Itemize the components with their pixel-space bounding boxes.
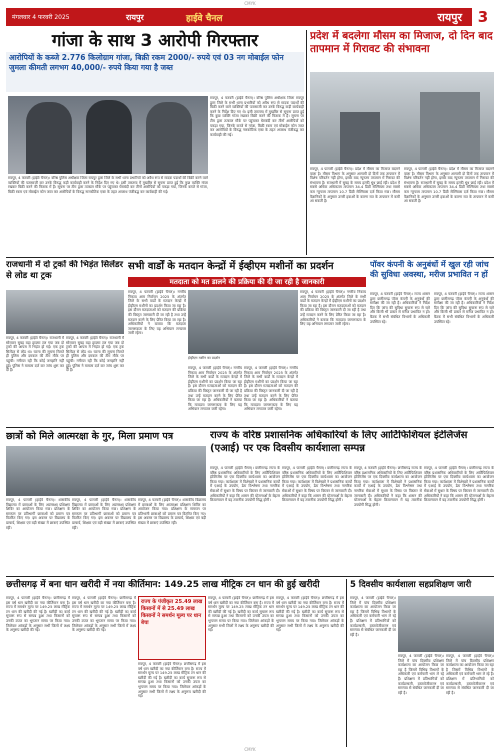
workshop-photo xyxy=(398,596,494,652)
evm-body-center-2: रायपुर, 4 फरवरी (हाईवे चैनल)। नगरीय निकाय आम निर्वाचन 2025 के अंतर्गत जिले के सभी वार्डों के मतदान केन्द्रों में ईव्हीएम मशीनों का प्रदर्शन किया जा रहा है। इस दौरान मतदाताओं को मतदान की प्रक्रिया की विस्तृत जानकारी दी जा रही है तथा उन्हें मतदान करने के लिए प्रेरित किया जा रहा है। अधिकारियों ने बताया कि मतदाता जागरूकता के लिए यह अभियान लगातार जारी रहेगा। xyxy=(244,366,298,412)
section-rule-1 xyxy=(6,257,494,258)
workshop-body-3: रायपुर, 4 फरवरी (हाईवे चैनल)। जिले में पांच दिवसीय प्रशिक्षण कार्यशाला का आयोजन किया जा रहा है जिसमें विभिन्न विभागों के अधिकारी एवं कर्मचारी भाग ले रहे हैं। प्रशिक्षण में प्रतिभागियों को कार्यप्रणाली, दस्तावेजीकरण एवं समन्वय से संबंधित जानकारी दी जा रही है। xyxy=(446,654,494,695)
power-body-right: रायपुर, 4 फरवरी (हाईवे चैनल)। राज्य शासन द्वारा छत्तीसगढ़ पॉवर कंपनी के अनुबंधों की समीक्षा की जा रही है। अधिकारियों ने निर्देश दिए कि जांच की सुविधा सुचारू रूप से चले और किसी भी प्रकार से मरीज प्रभावित न हों। बैठक में सभी संबंधित विभागों के अधिकारी उपस्थित रहे। xyxy=(434,292,494,324)
tree-shape xyxy=(420,92,480,164)
evm-band: मतदाता को मत डालने की प्रक्रिया की दी जा रही है जानकारी xyxy=(128,277,366,287)
paddy-body-4: रायपुर, 4 फरवरी (हाईवे चैनल)। छत्तीसगढ़ में इस वर्ष धान खरीदी का नया कीर्तिमान बना है। राज्य में समर्थन मूल्य पर 149.25 लाख मीट्रिक टन धान की खरीदी की गई है। खरीदी का कार्य सुचारू रूप से सम्पन्न हुआ तथा किसानों को उनकी उपज का भुगतान समय पर किया गया। जिलेवार आंकड़ों के अनुसार सभी जिलों में लक्ष्य के अनुरूप खरीदी की गई। xyxy=(208,596,274,633)
ganja-photo xyxy=(8,96,208,174)
masthead-city-right: रायपुर xyxy=(437,10,462,24)
selfdefence-headline: छात्रों को मिले आत्मरक्षा के गुर, मिला प्रमाण पत्र xyxy=(6,431,174,442)
selfdefence-body-1: रायपुर, 4 फरवरी (हाईवे चैनल)। शासकीय विद्यालय में छात्राओं के लिए आत्मरक्षा प्रशिक्षण शिविर का आयोजन किया गया। प्रशिक्षण के समापन पर प्रतिभागी छात्राओं को प्रमाण पत्र वितरित किए गए। इस अवसर पर विद्यालय के प्राचार्य, शिक्षक एवं बड़ी संख्या में छात्राएं उपस्थित रहीं। xyxy=(6,498,70,530)
column-rule-bottom xyxy=(346,579,347,747)
evm-body-right: रायपुर, 4 फरवरी (हाईवे चैनल)। नगरीय निकाय आम निर्वाचन 2025 के अंतर्गत जिले के सभी वार्डों के मतदान केन्द्रों में ईव्हीएम मशीनों का प्रदर्शन किया जा रहा है। इस दौरान मतदाताओं को मतदान की प्रक्रिया की विस्तृत जानकारी दी जा रही है तथा उन्हें मतदान करने के लिए प्रेरित किया जा रहा है। अधिकारियों ने बताया कि मतदाता जागरूकता के लिए यह अभियान लगातार जारी रहेगा। xyxy=(300,290,366,327)
paddy-body-5: रायपुर, 4 फरवरी (हाईवे चैनल)। छत्तीसगढ़ में इस वर्ष धान खरीदी का नया कीर्तिमान बना है। राज्य में समर्थन मूल्य पर 149.25 लाख मीट्रिक टन धान की खरीदी की गई है। खरीदी का कार्य सुचारू रूप से सम्पन्न हुआ तथा किसानों को उनकी उपज का भुगतान समय पर किया गया। जिलेवार आंकड़ों के अनुसार सभी जिलों में लक्ष्य के अनुरूप खरीदी की गई। xyxy=(276,596,344,633)
ai-body-2: रायपुर, 4 फरवरी (हाईवे चैनल)। छत्तीसगढ़ राज्य के वरिष्ठ प्रशासनिक अधिकारियों के लिए आर्टिफिशियल इंटेलिजेंस पर एक दिवसीय कार्यशाला का आयोजन किया गया। कार्यशाला में विशेषज्ञों ने प्रशासनिक कार्यों में एआई के उपयोग, डेटा विश्लेषण तथा नागरिक सेवाओं में सुधार के विषय पर विस्तार से जानकारी दी। अधिकारियों ने कहा कि शासन की योजनाओं के बेहतर क्रियान्वयन में यह तकनीक उपयोगी सिद्ध होगी। xyxy=(282,466,352,503)
paddy-body-3: रायपुर, 4 फरवरी (हाईवे चैनल)। छत्तीसगढ़ में इस वर्ष धान खरीदी का नया कीर्तिमान बना है। राज्य में समर्थन मूल्य पर 149.25 लाख मीट्रिक टन धान की खरीदी की गई है। खरीदी का कार्य सुचारू रूप से सम्पन्न हुआ तथा किसानों को उनकी उपज का भुगतान समय पर किया गया। जिलेवार आंकड़ों के अनुसार सभी जिलों में लक्ष्य के अनुरूप खरीदी की गई। xyxy=(138,662,206,699)
ganja-body-right: रायपुर, 4 फरवरी (हाईवे चैनल)। वरिष्ठ पुलिस अधीक्षक जिला रायपुर द्वारा जिले के सभी थाना प्रभारियों को अवैध रूप से मादक पदार्थों की बिक्री करने वाले व्यक्तियों की पतासाजी कर उनके विरुद्ध कड़ी कार्यवाही करने के निर्देश दिए गए थे। इसी तारतम्य में मुखबिर से सूचना प्राप्त हुई कि कुछ व्यक्ति गांजा रखकर बिक्री करने की फिराक में हैं। सूचना पर टीम द्वारा तत्काल मौके पर पहुंचकर घेराबंदी कर तीनों आरोपियों को पकड़ा गया, जिनके कब्जे से गांजा, बिक्री रकम एवं मोबाईल फोन जब्त कर आरोपियों के विरुद्ध नारकोटिक एक्ट के तहत अपराध पंजीबद्ध कर कार्यवाही की गई। xyxy=(210,96,304,137)
pedestrian-figure xyxy=(340,112,380,164)
cmyk-mark-top: CMYK xyxy=(244,1,256,6)
trucks-body-left: रायपुर, 4 फरवरी (हाईवे चैनल)। राजधानी में सोमवार सुबह बड़ा हादसा टल गया जब दो ट्रकों की आपस में भिड़ंत हो गई। एक ट्रक सिलेंडर से लोड था। घटना की सूचना मिलते ही पुलिस और दमकल की टीम मौके पर पहुंची। गनीमत रही कि कोई जनहानि नहीं हुई। पुलिस ने मामला दर्ज कर जांच शुरू कर दी है। xyxy=(6,336,64,373)
masthead-city: रायपुर xyxy=(126,12,144,22)
paddy-body-2: रायपुर, 4 फरवरी (हाईवे चैनल)। छत्तीसगढ़ में इस वर्ष धान खरीदी का नया कीर्तिमान बना है। राज्य में समर्थन मूल्य पर 149.25 लाख मीट्रिक टन धान की खरीदी की गई है। खरीदी का कार्य सुचारू रूप से सम्पन्न हुआ तथा किसानों को उनकी उपज का भुगतान समय पर किया गया। जिलेवार आंकड़ों के अनुसार सभी जिलों में लक्ष्य के अनुरूप खरीदी की गई। xyxy=(72,596,136,633)
ganja-headline: गांजा के साथ 3 आरोपी गिरफ्तार xyxy=(51,31,259,51)
evm-body-left: रायपुर, 4 फरवरी (हाईवे चैनल)। नगरीय निकाय आम निर्वाचन 2025 के अंतर्गत जिले के सभी वार्डों के मतदान केन्द्रों में ईव्हीएम मशीनों का प्रदर्शन किया जा रहा है। इस दौरान मतदाताओं को मतदान की प्रक्रिया की विस्तृत जानकारी दी जा रही है तथा उन्हें मतदान करने के लिए प्रेरित किया जा रहा है। अधिकारियों ने बताया कि मतदाता जागरूकता के लिए यह अभियान लगातार जारी रहेगा। xyxy=(128,290,186,336)
accused-figure-2 xyxy=(86,100,132,174)
paddy-highlight-box: राज्य के पंजीकृत 25.49 लाख किसानों में से 25.49 लाख किसानों ने समर्थन मूल्य पर धान बेचा xyxy=(138,596,206,660)
ganja-body: रायपुर, 4 फरवरी (हाईवे चैनल)। वरिष्ठ पुलिस अधीक्षक जिला रायपुर द्वारा जिले के सभी थाना प्रभारियों को अवैध रूप से मादक पदार्थों की बिक्री करने वाले व्यक्तियों की पतासाजी कर उनके विरुद्ध कड़ी कार्यवाही करने के निर्देश दिए गए थे। इसी तारतम्य में मुखबिर से सूचना प्राप्त हुई कि कुछ व्यक्ति गांजा रखकर बिक्री करने की फिराक में हैं। सूचना पर टीम द्वारा तत्काल मौके पर पहुंचकर घेराबंदी कर तीनों आरोपियों को पकड़ा गया, जिनके कब्जे से गांजा, बिक्री रकम एवं मोबाईल फोन जब्त कर आरोपियों के विरुद्ध नारकोटिक एक्ट के तहत अपराध पंजीबद्ध कर कार्यवाही की गई। xyxy=(8,176,208,194)
weather-body-right: रायपुर, 4 फरवरी (हाईवे चैनल)। प्रदेश में मौसम का मिजाज बदलने वाला है। मौसम विभाग के अनुसार आगामी दो दिनों तक तापमान में विशेष परिवर्तन नहीं होगा, इसके बाद न्यूनतम तापमान में गिरावट की संभावना है। राजधानी में सुबह के समय हल्की धुंध छाई रही। प्रदेश में सबसे अधिक अधिकतम तापमान 34.4 डिग्री सेल्सियस तथा सबसे कम न्यूनतम तापमान 10.7 डिग्री सेल्सियस दर्ज किया गया। मौसम वैज्ञानिकों के अनुसार उत्तरी हवाओं के कारण रात के तापमान में कमी आ सकती है। xyxy=(404,167,494,204)
masthead-bar xyxy=(6,8,494,26)
trucks-headline: राजधानी में दो ट्रकों की भिड़ंत सिलेंडर से लोड था ट्रक xyxy=(6,260,123,281)
workshop-body-2: रायपुर, 4 फरवरी (हाईवे चैनल)। जिले में पांच दिवसीय प्रशिक्षण कार्यशाला का आयोजन किया जा रहा है जिसमें विभिन्न विभागों के अधिकारी एवं कर्मचारी भाग ले रहे हैं। प्रशिक्षण में प्रतिभागियों को कार्यप्रणाली, दस्तावेजीकरण एवं समन्वय से संबंधित जानकारी दी जा रही है। xyxy=(398,654,444,695)
evm-photo xyxy=(188,290,298,354)
weather-headline: प्रदेश में बदलेगा मौसम का मिजाज, दो दिन बाद तापमान में गिरावट की संभावना xyxy=(310,30,493,55)
evm-headline: सभी वार्डों के मतदान केन्द्रों में ईव्हीएम मशीनों का प्रदर्शन xyxy=(128,261,334,272)
evm-photo-caption: ईव्हीएम मशीन का प्रदर्शन xyxy=(188,356,220,360)
paddy-body-1: रायपुर, 4 फरवरी (हाईवे चैनल)। छत्तीसगढ़ में इस वर्ष धान खरीदी का नया कीर्तिमान बना है। राज्य में समर्थन मूल्य पर 149.25 लाख मीट्रिक टन धान की खरीदी की गई है। खरीदी का कार्य सुचारू रूप से सम्पन्न हुआ तथा किसानों को उनकी उपज का भुगतान समय पर किया गया। जिलेवार आंकड़ों के अनुसार सभी जिलों में लक्ष्य के अनुरूप खरीदी की गई। xyxy=(6,596,70,633)
cmyk-mark-bottom: CMYK xyxy=(244,747,256,752)
column-rule-top xyxy=(306,30,307,255)
masthead-date: मंगलवार 4 फरवरी 2025 xyxy=(12,14,70,21)
section-rule-3 xyxy=(6,576,494,577)
accused-figure-1 xyxy=(26,102,72,174)
ai-body-3: रायपुर, 4 फरवरी (हाईवे चैनल)। छत्तीसगढ़ राज्य के वरिष्ठ प्रशासनिक अधिकारियों के लिए आर्टिफिशियल इंटेलिजेंस पर एक दिवसीय कार्यशाला का आयोजन किया गया। कार्यशाला में विशेषज्ञों ने प्रशासनिक कार्यों में एआई के उपयोग, डेटा विश्लेषण तथा नागरिक सेवाओं में सुधार के विषय पर विस्तार से जानकारी दी। अधिकारियों ने कहा कि शासन की योजनाओं के बेहतर क्रियान्वयन में यह तकनीक उपयोगी सिद्ध होगी। xyxy=(354,466,422,507)
selfdefence-body-2: रायपुर, 4 फरवरी (हाईवे चैनल)। शासकीय विद्यालय में छात्राओं के लिए आत्मरक्षा प्रशिक्षण शिविर का आयोजन किया गया। प्रशिक्षण के समापन पर प्रतिभागी छात्राओं को प्रमाण पत्र वितरित किए गए। इस अवसर पर विद्यालय के प्राचार्य, शिक्षक एवं बड़ी संख्या में छात्राएं उपस्थित रहीं। xyxy=(72,498,136,530)
evm-body-center: रायपुर, 4 फरवरी (हाईवे चैनल)। नगरीय निकाय आम निर्वाचन 2025 के अंतर्गत जिले के सभी वार्डों के मतदान केन्द्रों में ईव्हीएम मशीनों का प्रदर्शन किया जा रहा है। इस दौरान मतदाताओं को मतदान की प्रक्रिया की विस्तृत जानकारी दी जा रही है तथा उन्हें मतदान करने के लिए प्रेरित किया जा रहा है। अधिकारियों ने बताया कि मतदाता जागरूकता के लिए यह अभियान लगातार जारी रहेगा। xyxy=(188,366,242,412)
weather-body-left: रायपुर, 4 फरवरी (हाईवे चैनल)। प्रदेश में मौसम का मिजाज बदलने वाला है। मौसम विभाग के अनुसार आगामी दो दिनों तक तापमान में विशेष परिवर्तन नहीं होगा, इसके बाद न्यूनतम तापमान में गिरावट की संभावना है। राजधानी में सुबह के समय हल्की धुंध छाई रही। प्रदेश में सबसे अधिक अधिकतम तापमान 34.4 डिग्री सेल्सियस तथा सबसे कम न्यूनतम तापमान 10.7 डिग्री सेल्सियस दर्ज किया गया। मौसम वैज्ञानिकों के अनुसार उत्तरी हवाओं के कारण रात के तापमान में कमी आ सकती है। xyxy=(310,167,400,204)
accused-figure-3 xyxy=(146,102,192,174)
masthead-brand: हाईवे चैनल xyxy=(186,13,223,24)
selfdefence-body-3: रायपुर, 4 फरवरी (हाईवे चैनल)। शासकीय विद्यालय में छात्राओं के लिए आत्मरक्षा प्रशिक्षण शिविर का आयोजन किया गया। प्रशिक्षण के समापन पर प्रतिभागी छात्राओं को प्रमाण पत्र वितरित किए गए। इस अवसर पर विद्यालय के प्राचार्य, शिक्षक एवं बड़ी संख्या में छात्राएं उपस्थित रहीं। xyxy=(138,498,206,525)
workshop-body-1: रायपुर, 4 फरवरी (हाईवे चैनल)। जिले में पांच दिवसीय प्रशिक्षण कार्यशाला का आयोजन किया जा रहा है जिसमें विभिन्न विभागों के अधिकारी एवं कर्मचारी भाग ले रहे हैं। प्रशिक्षण में प्रतिभागियों को कार्यप्रणाली, दस्तावेजीकरण एवं समन्वय से संबंधित जानकारी दी जा रही है। xyxy=(350,596,396,637)
power-headline: पॉवर कंपनी के अनुबंधों में खुल रही जांच की सुविधा अवस्था, मरीज प्रभावित न हों xyxy=(370,260,489,279)
ai-headline: राज्य के वरिष्ठ प्रशासनिक अधिकारियों के लिए आर्टिफिशियल इंटेलिजेंस (एआई) पर एक दिवसीय कार्यशाला सम्पन्न xyxy=(210,430,468,454)
ai-body-4: रायपुर, 4 फरवरी (हाईवे चैनल)। छत्तीसगढ़ राज्य के वरिष्ठ प्रशासनिक अधिकारियों के लिए आर्टिफिशियल इंटेलिजेंस पर एक दिवसीय कार्यशाला का आयोजन किया गया। कार्यशाला में विशेषज्ञों ने प्रशासनिक कार्यों में एआई के उपयोग, डेटा विश्लेषण तथा नागरिक सेवाओं में सुधार के विषय पर विस्तार से जानकारी दी। अधिकारियों ने कहा कि शासन की योजनाओं के बेहतर क्रियान्वयन में यह तकनीक उपयोगी सिद्ध होगी। xyxy=(424,466,494,503)
section-rule-2 xyxy=(6,427,494,428)
selfdefence-photo xyxy=(6,446,206,496)
page-number: 3 xyxy=(472,8,494,26)
power-body-left: रायपुर, 4 फरवरी (हाईवे चैनल)। राज्य शासन द्वारा छत्तीसगढ़ पॉवर कंपनी के अनुबंधों की समीक्षा की जा रही है। अधिकारियों ने निर्देश दिए कि जांच की सुविधा सुचारू रूप से चले और किसी भी प्रकार से मरीज प्रभावित न हों। बैठक में सभी संबंधित विभागों के अधिकारी उपस्थित रहे। xyxy=(370,292,430,324)
trucks-body-right: रायपुर, 4 फरवरी (हाईवे चैनल)। राजधानी में सोमवार सुबह बड़ा हादसा टल गया जब दो ट्रकों की आपस में भिड़ंत हो गई। एक ट्रक सिलेंडर से लोड था। घटना की सूचना मिलते ही पुलिस और दमकल की टीम मौके पर पहुंची। गनीमत रही कि कोई जनहानि नहीं हुई। पुलिस ने मामला दर्ज कर जांच शुरू कर दी है। xyxy=(66,336,124,373)
trucks-photo xyxy=(6,290,124,334)
workshop-headline: 5 दिवसीय कार्यशाला सहप्रशिक्षण जारी xyxy=(350,580,472,590)
ai-body-1: रायपुर, 4 फरवरी (हाईवे चैनल)। छत्तीसगढ़ राज्य के वरिष्ठ प्रशासनिक अधिकारियों के लिए आर्टिफिशियल इंटेलिजेंस पर एक दिवसीय कार्यशाला का आयोजन किया गया। कार्यशाला में विशेषज्ञों ने प्रशासनिक कार्यों में एआई के उपयोग, डेटा विश्लेषण तथा नागरिक सेवाओं में सुधार के विषय पर विस्तार से जानकारी दी। अधिकारियों ने कहा कि शासन की योजनाओं के बेहतर क्रियान्वयन में यह तकनीक उपयोगी सिद्ध होगी। xyxy=(210,466,280,503)
weather-photo xyxy=(310,72,494,164)
ganja-subhead: आरोपियों के कब्जे 2.776 किलोग्राम गांजा, बिक्री रकम 2000/- रुपये एवं 03 नग मोबाईल फोन जुमला कीमती लगभग 40,000/- रुपये किया गया है जब्त xyxy=(6,52,304,92)
paddy-headline: छत्तीसगढ़ में बना धान खरीदी में नया कीर्तिमान: 149.25 लाख मीट्रिक टन धान की हुई खरीदी xyxy=(6,580,320,590)
